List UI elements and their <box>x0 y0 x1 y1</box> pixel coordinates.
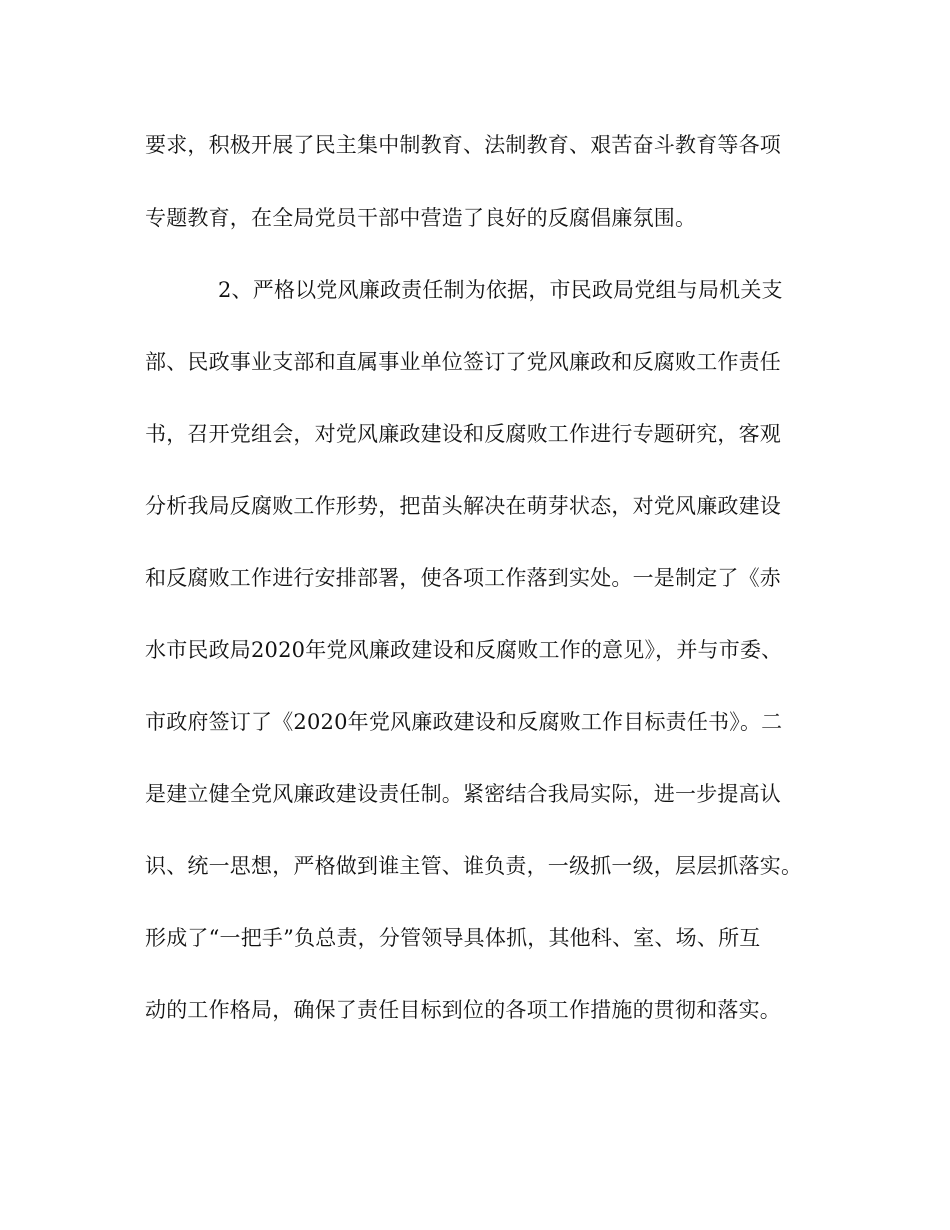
text-line: 专题教育，在全局党员干部中营造了良好的反腐倡廉氛围。 <box>145 206 697 230</box>
text-line: 部、民政事业支部和直属事业单位签订了党风廉政和反腐败工作责任 <box>145 350 781 374</box>
text-line: 是建立健全党风廉政建设责任制。紧密结合我局实际，进一步提高认 <box>145 782 781 806</box>
text-line: 动的工作格局，确保了责任目标到位的各项工作措施的贯彻和落实。 <box>145 998 781 1022</box>
text-line: 水市民政局2020年党风廉政建设和反腐败工作的意见》，并与市委、 <box>145 638 783 662</box>
text-line: 和反腐败工作进行安排部署，使各项工作落到实处。一是制定了《赤 <box>145 566 781 590</box>
text-line: 形成了“一把手”负总责，分管领导具体抓，其他科、室、场、所互 <box>145 926 761 950</box>
text-line: 分析我局反腐败工作形势，把苗头解决在萌芽状态，对党风廉政建设 <box>145 494 781 518</box>
text-line: 要求，积极开展了民主集中制教育、法制教育、艰苦奋斗教育等各项 <box>145 133 781 157</box>
text-line: 2、严格以党风廉政责任制为依据，市民政局党组与局机关支 <box>218 278 783 302</box>
text-line: 市政府签订了《2020年党风廉政建设和反腐败工作目标责任书》。二 <box>145 710 783 734</box>
text-line: 识、统一思想，严格做到谁主管、谁负责，一级抓一级，层层抓落实。 <box>145 854 803 878</box>
text-line: 书，召开党组会，对党风廉政建设和反腐败工作进行专题研究，客观 <box>145 422 781 446</box>
